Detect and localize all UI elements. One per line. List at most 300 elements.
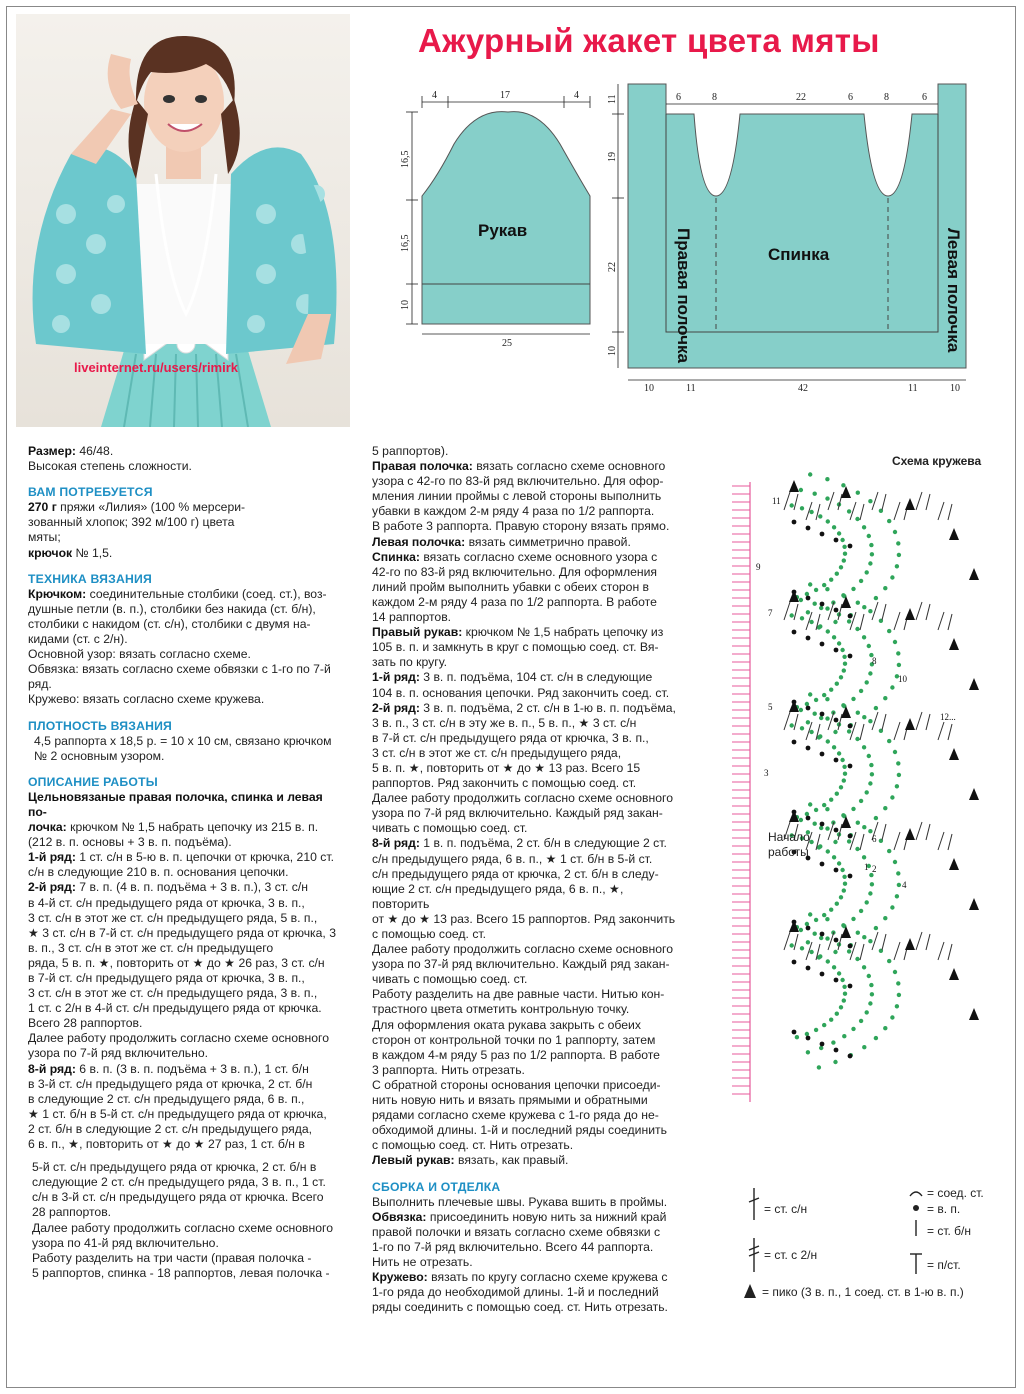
text-line: 5 раппортов, спинка - 18 раппортов, левая полочка - <box>32 1265 330 1280</box>
lace-green-dot <box>887 519 891 523</box>
line-bold: Обвязка: <box>372 1209 427 1224</box>
lace-stitch <box>872 712 878 730</box>
lace-green-dot <box>822 803 826 807</box>
work-bold-2: лочка: <box>28 820 67 835</box>
lace-black-dot <box>820 822 825 827</box>
text-column-2 <box>372 444 683 1315</box>
lace-green-dot <box>841 813 845 817</box>
body-top-dim-6: 6 <box>922 92 927 103</box>
lace-green-dot <box>851 1027 855 1031</box>
hook-label: крючок <box>28 545 73 560</box>
lace-green-dot <box>893 860 897 864</box>
line-bold: 2-й ряд: <box>28 880 76 895</box>
lace-green-dot <box>842 558 846 562</box>
lace-stitch <box>926 494 930 510</box>
lace-green-dot <box>809 730 813 734</box>
lace-black-dot <box>848 544 853 549</box>
lace-green-dot <box>819 606 823 610</box>
text-line <box>372 625 683 640</box>
lace-stitch <box>916 822 922 840</box>
work-continued-block <box>28 1160 340 1281</box>
lace-stitch <box>784 492 790 510</box>
lace-stitch <box>860 504 864 520</box>
body-side-dim-3: 22 <box>607 262 618 272</box>
body-top-dim-2: 8 <box>712 92 717 103</box>
lace-black-dot <box>820 1042 825 1047</box>
lace-green-dot <box>826 629 830 633</box>
lace-picot <box>841 816 851 828</box>
lace-black-dot <box>848 654 853 659</box>
lace-green-dot <box>867 974 871 978</box>
lace-stitch <box>860 614 864 630</box>
lace-green-dot <box>833 950 837 954</box>
text-line: ряда, 5 в. п. ★, повторить от ★ до ★ 26 раз, 3 ст. с/н <box>28 955 325 970</box>
lace-green-dot <box>862 855 866 859</box>
lace-green-dot <box>839 675 843 679</box>
yarn-text: пряжи «Лилия» (100 % мерсери- <box>56 500 246 515</box>
lace-stitch <box>926 604 930 620</box>
lace-green-dot <box>890 905 894 909</box>
body-bottom-dim-3: 42 <box>798 383 808 394</box>
lace-green-dot <box>825 496 829 500</box>
lace-stitch <box>784 932 790 950</box>
lace-stitch <box>938 942 944 960</box>
lace-stitch <box>784 602 790 620</box>
lace-green-dot <box>856 601 860 605</box>
lace-green-dot <box>855 627 859 631</box>
sleeve-top-dim-1: 4 <box>432 90 437 101</box>
lace-black-dot <box>848 1054 853 1059</box>
lace-black-dot <box>834 608 839 613</box>
lace-green-dot <box>805 1032 809 1036</box>
text-line: 28 раппортов. <box>32 1205 112 1220</box>
lace-row-number: 5 <box>768 702 773 712</box>
assembly-heading: СБОРКА И ОТДЕЛКА <box>372 1179 501 1194</box>
hook-value: № 1,5. <box>72 545 113 560</box>
lace-picot <box>841 596 851 608</box>
lace-picot <box>841 926 851 938</box>
lace-green-dot <box>808 582 812 586</box>
text-line: душные петли (в. п.), столбики без накида (ст. б/н), <box>28 601 316 616</box>
text-line: 1-го ряда до необходимой длины. 1-й и последний <box>372 1285 659 1300</box>
legend-picot: = пико (3 в. п., 1 соед. ст. в 1-ю в. п.) <box>762 1285 964 1299</box>
lace-stitch <box>838 714 842 730</box>
lace-green-dot <box>841 593 845 597</box>
text-line: Работу разделить на три части (правая полочка - <box>32 1250 312 1265</box>
text-line: рядами согласно схеме кружева с 1-го ряда до не- <box>372 1108 659 1123</box>
lace-black-dot <box>848 944 853 949</box>
lace-stitch <box>828 602 834 620</box>
lace-green-dot <box>856 931 860 935</box>
lace-green-dot <box>825 917 829 921</box>
lace-green-dot <box>893 530 897 534</box>
lace-green-dot <box>862 715 866 719</box>
lace-row-number: 12... <box>940 712 956 722</box>
tech-heading: ТЕХНИКА ВЯЗАНИЯ <box>28 571 152 586</box>
text-line: 3 ст. с/н в этот же ст. с/н предыдущего ряда, 5 в. п., <box>28 910 318 925</box>
lace-green-dot <box>851 587 855 591</box>
lace-green-dot <box>835 572 839 576</box>
text-line: нить новую нить и вязать прямыми и обратными <box>372 1093 648 1108</box>
lace-green-dot <box>805 922 809 926</box>
lace-green-dot <box>800 946 804 950</box>
lace-green-dot <box>840 868 844 872</box>
lace-picot <box>949 968 959 980</box>
yarn-text-2: зованный хлопок; 392 м/100 г) цвета <box>28 515 235 530</box>
lace-stitch <box>828 822 834 840</box>
body-top-dim-5: 8 <box>884 92 889 103</box>
lace-green-dot <box>837 641 841 645</box>
lace-green-dot <box>799 488 803 492</box>
lace-green-dot <box>842 668 846 672</box>
lace-green-dot <box>799 598 803 602</box>
text-line: 1-го по 7-й ряд включительно. Всего 44 раппорта. <box>372 1239 654 1254</box>
text-line: узора по 7-й ряд включительно. Каждый ряд закан- <box>372 806 663 821</box>
lace-green-dot <box>842 1034 846 1038</box>
lace-green-dot <box>862 965 866 969</box>
text-line: в следующие 2 ст. с/н предыдущего ряда, 6 в. п., <box>28 1091 305 1106</box>
text-line: Кружево: вязать согласно схеме кружева. <box>28 692 265 707</box>
lace-black-dot <box>792 960 797 965</box>
lace-green-dot <box>868 561 872 565</box>
lace-green-dot <box>809 510 813 514</box>
lace-picot <box>949 748 959 760</box>
lace-green-dot <box>829 578 833 582</box>
work-line: крючком № 1,5 набрать цепочку из 215 в. п. <box>66 820 319 835</box>
difficulty: Высокая степень сложности. <box>28 459 192 474</box>
lace-black-dot <box>834 978 839 983</box>
lace-green-dot <box>813 932 817 936</box>
lace-green-dot <box>883 1026 887 1030</box>
lace-row-number: 1 <box>864 862 869 872</box>
lace-stitch <box>784 712 790 730</box>
lace-green-dot <box>842 655 846 659</box>
lace-stitch <box>882 714 886 730</box>
lace-stitch <box>838 934 842 950</box>
lace-green-dot <box>859 689 863 693</box>
lace-green-dot <box>862 525 866 529</box>
text-line: обходимой длины. 1-й и последний ряды соединить <box>372 1123 667 1138</box>
lace-green-dot <box>835 902 839 906</box>
lace-green-dot <box>840 538 844 542</box>
text-line <box>372 836 683 851</box>
lace-green-dot <box>895 564 899 568</box>
lace-green-dot <box>825 807 829 811</box>
text-line <box>28 1062 340 1077</box>
lace-black-dot <box>806 526 811 531</box>
body-pattern <box>604 78 990 394</box>
text-line: в каждом 4-м ряду 5 раз по 1/2 раппорта. В работе <box>372 1047 660 1062</box>
lace-green-dot <box>847 839 851 843</box>
text-line: ющие 2 ст. с/н предыдущего ряда, 6 в. п., ★, повторить <box>372 881 624 911</box>
lace-green-dot <box>808 692 812 696</box>
text-line: 3 ст. с/н в этот же ст. с/н предыдущего ряда, <box>372 745 622 760</box>
lace-green-dot <box>832 525 836 529</box>
lace-green-dot <box>897 993 901 997</box>
lace-green-dot <box>799 928 803 932</box>
work-bold-1: Цельновязаные правая полочка, спинка и левая по- <box>28 789 323 819</box>
lace-green-dot <box>837 751 841 755</box>
lace-green-dot <box>896 651 900 655</box>
text-line: Обвязка: вязать согласно схеме обвязки с 1-го по 7-й <box>28 662 331 677</box>
lace-stitch <box>882 494 886 510</box>
text-line <box>372 670 683 685</box>
text-line: узора по 7-й ряд включительно. <box>28 1046 209 1061</box>
body-bottom-dim-2: 11 <box>686 383 696 394</box>
lace-green-dot <box>826 739 830 743</box>
lace-green-dot <box>842 545 846 549</box>
text-line: Выполнить плечевые швы. Рукава вшить в проймы. <box>372 1194 668 1209</box>
lace-green-dot <box>835 792 839 796</box>
sleeve-side-dim-1: 16,5 <box>400 150 411 168</box>
lace-green-dot <box>874 926 878 930</box>
lace-green-dot <box>865 570 869 574</box>
body-bottom-dim-1: 10 <box>644 383 654 394</box>
sleeve-bottom-dim: 25 <box>502 338 512 349</box>
lace-stitch <box>948 834 952 850</box>
lace-green-dot <box>859 909 863 913</box>
lace-green-dot <box>833 840 837 844</box>
lace-green-dot <box>825 936 829 940</box>
lace-green-dot <box>847 619 851 623</box>
lace-black-dot <box>820 532 825 537</box>
text-line: 105 в. п. и замкнуть в круг с помощью соед. ст. Вя- <box>372 640 659 655</box>
lace-green-dot <box>825 826 829 830</box>
lace-green-dot <box>826 849 830 853</box>
text-line: Далее работу продолжить согласно схеме основного <box>28 1031 329 1046</box>
lace-stitch <box>916 932 922 950</box>
lace-green-dot <box>869 763 873 767</box>
lace-green-dot <box>851 697 855 701</box>
lace-green-dot <box>819 1046 823 1050</box>
lace-green-dot <box>805 702 809 706</box>
lace-stitch <box>894 942 900 960</box>
lace-green-dot <box>790 613 794 617</box>
lace-stitch <box>916 492 922 510</box>
lace-green-dot <box>897 773 901 777</box>
lace-green-dot <box>809 620 813 624</box>
lace-stitch <box>794 934 798 950</box>
lace-green-dot <box>868 499 872 503</box>
body-side-dim-1: 11 <box>607 94 618 104</box>
lace-green-dot <box>832 745 836 749</box>
lace-row-number: 3 <box>764 768 769 778</box>
text-line: зать по кругу. <box>372 655 447 670</box>
tech-line: соединительные столбики (соед. ст.), воз- <box>86 586 327 601</box>
text-line <box>372 1210 683 1225</box>
text-line <box>372 550 683 565</box>
text-line: Всего 28 раппортов. <box>28 1016 143 1031</box>
lace-green-dot <box>833 1060 837 1064</box>
yarn-amount: 270 г <box>28 500 57 515</box>
lace-green-dot <box>840 978 844 982</box>
text-line: узора по 37-й ряд включительно. Каждый ряд закан- <box>372 957 670 972</box>
lace-green-dot <box>825 477 829 481</box>
text-line: в 7-й ст. с/н предыдущего ряда от крючка, 3 в. п., <box>28 971 305 985</box>
lace-black-dot <box>806 1036 811 1041</box>
lace-green-dot <box>822 693 826 697</box>
body-bottom-dim-4: 11 <box>908 383 918 394</box>
lace-green-dot <box>840 648 844 652</box>
lace-picot <box>905 608 915 620</box>
line-rest: вязать по кругу согласно схеме кружева с <box>427 1270 668 1285</box>
lace-picot <box>969 788 979 800</box>
lace-stitch <box>838 494 842 510</box>
lace-stitch <box>938 832 944 850</box>
lace-green-dot <box>855 517 859 521</box>
start-label-line-2: работы <box>768 845 809 859</box>
lace-green-dot <box>825 716 829 720</box>
lace-green-dot <box>847 509 851 513</box>
lace-green-dot <box>847 729 851 733</box>
line-bold: 8-й ряд: <box>28 1061 76 1076</box>
lace-green-dot <box>818 514 822 518</box>
lace-black-dot <box>834 938 839 943</box>
line-bold: Левая полочка: <box>372 534 466 549</box>
start-label <box>768 830 810 860</box>
lace-green-dot <box>790 723 794 727</box>
lace-green-dot <box>862 745 866 749</box>
lace-green-dot <box>865 790 869 794</box>
lace-green-dot <box>826 519 830 523</box>
lace-black-dot <box>834 828 839 833</box>
lace-green-dot <box>832 855 836 859</box>
lace-green-dot <box>819 936 823 940</box>
lace-black-dot <box>848 834 853 839</box>
text-line: 4,5 раппорта х 18,5 р. = 10 х 10 см, связано крючком <box>34 733 332 748</box>
lace-green-dot <box>814 1028 818 1032</box>
lace-green-dot <box>837 531 841 535</box>
line-bold: 1-й ряд: <box>28 850 76 865</box>
lace-black-dot <box>820 602 825 607</box>
text-line: 42-го по 83-й ряд включительно. Для оформления <box>372 564 658 579</box>
line-rest: вязать, как правый. <box>454 1153 569 1168</box>
legend-slip: = соед. ст. <box>927 1186 984 1200</box>
lace-picot <box>969 1008 979 1020</box>
lace-picot <box>949 638 959 650</box>
lace-row-number: 11 <box>772 496 781 506</box>
lace-green-dot <box>806 1050 810 1054</box>
lace-row-number: 8 <box>872 656 877 666</box>
lace-green-dot <box>806 940 810 944</box>
lace-black-dot <box>820 752 825 757</box>
lace-green-dot <box>895 1004 899 1008</box>
lace-green-dot <box>870 992 874 996</box>
legend-tr: = ст. с 2/н <box>764 1248 818 1262</box>
text-line: с/н в следующие 210 в. п. основания цепочки. <box>28 865 289 880</box>
lace-stitch <box>948 504 952 520</box>
lace-stitch <box>916 712 922 730</box>
lace-picot <box>905 828 915 840</box>
lace-green-dot <box>842 985 846 989</box>
lace-stitch <box>838 604 842 620</box>
lace-green-dot <box>868 829 872 833</box>
lace-green-dot <box>883 916 887 920</box>
lace-green-dot <box>832 965 836 969</box>
lace-black-dot <box>834 648 839 653</box>
lace-green-dot <box>809 840 813 844</box>
lace-stitch <box>894 612 900 630</box>
text-line: ★ 3 ст. с/н в 7-й ст. с/н предыдущего ряда от крючка, 3 в. п., 3 ст. с/н в этот же ст. с/н предыдущего <box>28 925 336 955</box>
lace-chart <box>724 452 1004 1152</box>
lace-black-dot <box>848 724 853 729</box>
lace-black-dot <box>848 874 853 879</box>
lace-green-dot <box>806 720 810 724</box>
lace-green-dot <box>806 610 810 614</box>
watermark: liveinternet.ru/users/rimirk <box>74 360 239 375</box>
lace-green-dot <box>870 772 874 776</box>
lace-green-dot <box>805 592 809 596</box>
lace-green-dot <box>799 708 803 712</box>
lace-green-dot <box>813 712 817 716</box>
lace-picot <box>969 678 979 690</box>
text-line: Далее работу продолжить согласно схеме основного <box>372 942 673 957</box>
line-bold: Правая полочка: <box>372 459 473 474</box>
lace-green-dot <box>833 620 837 624</box>
lace-green-dot <box>835 682 839 686</box>
lace-green-dot <box>842 888 846 892</box>
text-line: ряды соединить с помощью соед. ст. Нить отрезать. <box>372 1300 668 1315</box>
text-line <box>372 459 683 474</box>
lace-green-dot <box>897 553 901 557</box>
sleeve-top-dim-3: 4 <box>574 90 579 101</box>
lace-green-dot <box>842 765 846 769</box>
lace-green-dot <box>829 798 833 802</box>
density-heading: ПЛОТНОСТЬ ВЯЗАНИЯ <box>28 718 173 733</box>
text-line <box>372 1270 683 1285</box>
lace-stitch <box>828 932 834 950</box>
lace-green-dot <box>813 822 817 826</box>
lace-stitch <box>882 604 886 620</box>
lace-row-number: 6 <box>872 834 877 844</box>
lace-stitch <box>872 602 878 620</box>
lace-green-dot <box>862 935 866 939</box>
model-photo <box>16 14 350 427</box>
lace-green-dot <box>800 506 804 510</box>
lace-stitch <box>948 614 952 630</box>
lace-green-dot <box>805 812 809 816</box>
text-line: Далее работу продолжить согласно схеме основного <box>372 791 673 806</box>
text-line: узора по 41-й ряд включительно. <box>32 1235 219 1250</box>
lace-green-dot <box>897 663 901 667</box>
lace-green-dot <box>896 871 900 875</box>
lace-green-dot <box>874 816 878 820</box>
lace-green-dot <box>829 908 833 912</box>
lace-row-number: 10 <box>898 674 907 684</box>
lace-green-dot <box>819 826 823 830</box>
line-rest: 3 в. п. подъёма, 104 ст. с/н в следующие <box>419 670 653 685</box>
lace-stitch <box>860 724 864 740</box>
line-bold: 1-й ряд: <box>372 670 420 685</box>
text-line: Далее работу продолжить согласно схеме основного <box>32 1220 333 1235</box>
lace-black-dot <box>820 642 825 647</box>
sleeve-pattern <box>388 84 604 356</box>
text-line: каждом 2-м ряду 4 раза по 1/2 раппорта. В работе <box>372 594 657 609</box>
lace-green-dot <box>833 730 837 734</box>
lace-green-dot <box>856 711 860 715</box>
lace-green-dot <box>859 1019 863 1023</box>
lace-green-dot <box>867 534 871 538</box>
lace-green-dot <box>869 983 873 987</box>
text-line: в 7-й ст. с/н предыдущего ряда от крючка, 3 в. п., <box>372 730 649 745</box>
lace-picot <box>905 498 915 510</box>
lace-black-dot <box>834 718 839 723</box>
lace-picot <box>841 486 851 498</box>
lace-green-dot <box>868 891 872 895</box>
body-top-dim-4: 6 <box>848 92 853 103</box>
lace-black-dot <box>806 816 811 821</box>
lace-green-dot <box>831 1040 835 1044</box>
